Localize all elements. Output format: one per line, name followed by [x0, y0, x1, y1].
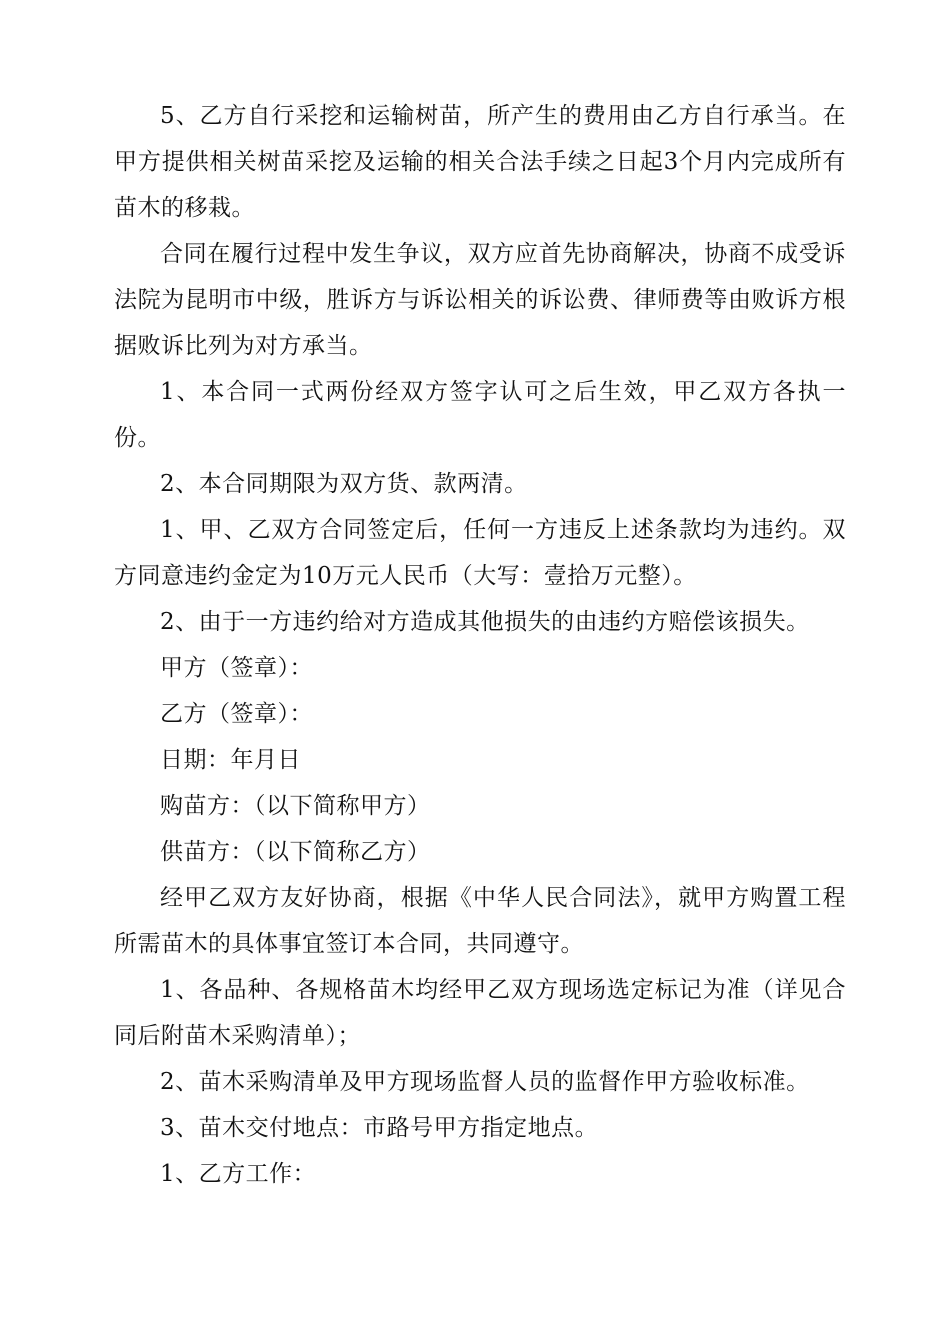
- supplier-line: 供苗方：（以下简称乙方）: [160, 839, 431, 865]
- paragraph-contract-term: 2、本合同期限为双方货、款两清。: [160, 471, 528, 497]
- party-a-signature: 甲方（签章）：: [160, 655, 313, 681]
- paragraph-variety-specification: 1、各品种、各规格苗木均经甲乙双方现场选定标记为准（详见合同后附苗木采购清单）；: [114, 977, 846, 1049]
- paragraph-acceptance-standard: 2、苗木采购清单及甲方现场监督人员的监督作甲方验收标准。: [160, 1069, 810, 1095]
- paragraph-breach-penalty: 1、甲、乙双方合同签定后，任何一方违反上述条款均为违约。双方同意违约金定为10万元人民币（大写：壹拾万元整）。: [114, 517, 846, 589]
- buyer-line: 购苗方：（以下简称甲方）: [160, 793, 431, 819]
- paragraph-loss-compensation: 2、由于一方违约给对方造成其他损失的由违约方赔偿该损失。: [160, 609, 810, 635]
- contract-body: [114, 93, 846, 1197]
- paragraph-dispute-resolution: 合同在履行过程中发生争议，双方应首先协商解决，协商不成受诉法院为昆明市中级，胜诉方与诉讼相关的诉讼费、律师费等由败诉方根据败诉比列为对方承当。: [114, 241, 846, 359]
- paragraph-tree-transport: 5、乙方自行采挖和运输树苗，所产生的费用由乙方自行承当。在甲方提供相关树苗采挖及运输的相关合法手续之日起3个月内完成所有苗木的移栽。: [114, 103, 846, 221]
- paragraph-party-b-work: 1、乙方工作：: [160, 1161, 317, 1187]
- paragraph-agreement-basis: 经甲乙双方友好协商，根据《中华人民合同法》，就甲方购置工程所需苗木的具体事宜签订本合同，共同遵守。: [114, 885, 846, 957]
- date-line: 日期：年月日: [160, 747, 301, 773]
- party-b-signature: 乙方（签章）：: [160, 701, 313, 727]
- paragraph-delivery-location: 3、苗木交付地点：市路号甲方指定地点。: [160, 1115, 599, 1141]
- paragraph-contract-copies: 1、本合同一式两份经双方签字认可之后生效，甲乙双方各执一份。: [114, 379, 846, 451]
